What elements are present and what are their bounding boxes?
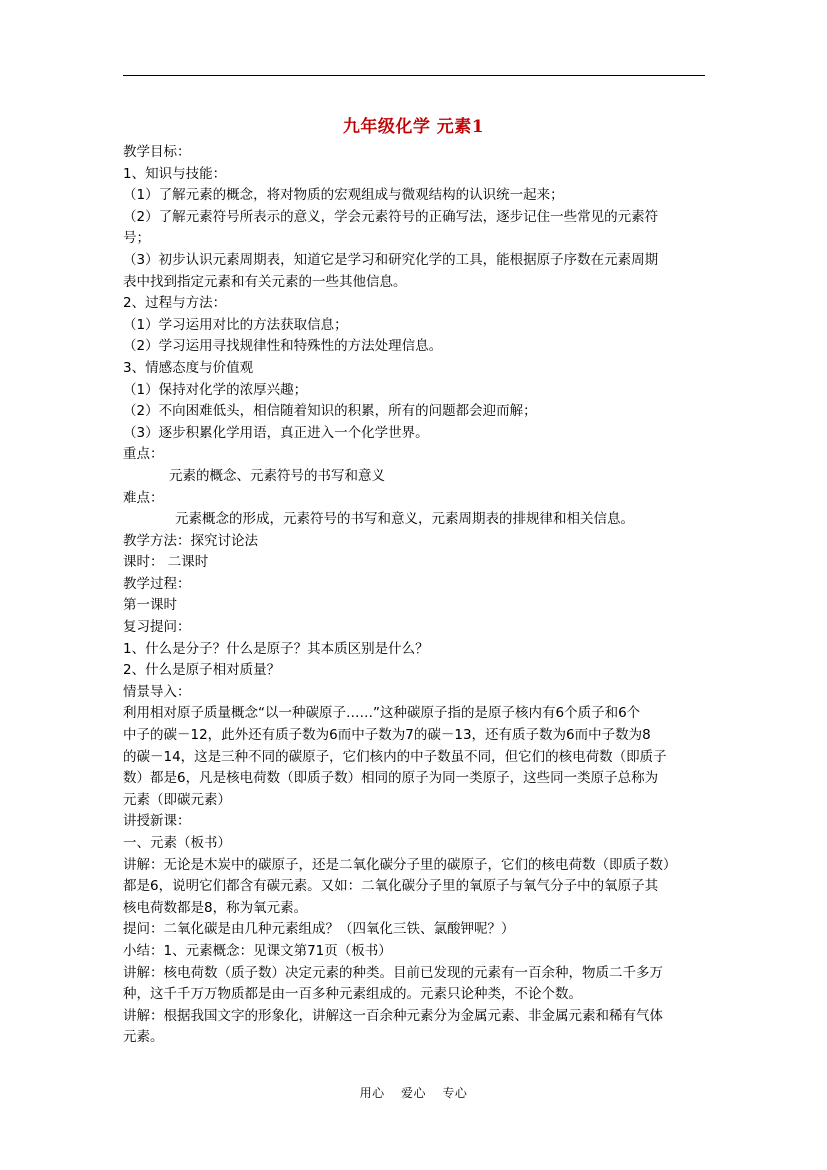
text-line: 表中找到指定元素和有关元素的一些其他信息。 xyxy=(123,273,407,290)
text-line: 2、过程与方法： xyxy=(123,295,227,312)
text-line: 小结：1、元素概念：见课文第71页（板书） xyxy=(123,942,392,959)
text-line: （2）不向困难低头，相信随着知识的积累，所有的问题都会迎而解； xyxy=(123,403,537,420)
text-line: 元素。 xyxy=(123,1029,164,1046)
footer-text: 专心 xyxy=(442,1086,468,1100)
text-line: （1）保持对化学的浓厚兴趣； xyxy=(123,381,308,398)
text-line: 课时： 二课时 xyxy=(123,554,209,571)
text-line: 讲解：无论是木炭中的碳原子，还是二氧化碳分子里的碳原子，它们的核电荷数（即质子数） xyxy=(123,856,677,873)
text-line: （1）了解元素的概念，将对物质的宏观组成与微观结构的认识统一起来； xyxy=(123,187,564,204)
text-line: 元素的概念、元素符号的书写和意义 xyxy=(169,467,385,484)
text-line: （3）逐步积累化学用语，真正进入一个化学世界。 xyxy=(123,424,429,441)
text-line: 号； xyxy=(123,230,150,247)
text-line: 难点： xyxy=(123,489,164,506)
text-line: 核电荷数都是8，称为氧元素。 xyxy=(123,899,308,916)
text-line: 提问：二氧化碳是由几种元素组成？（四氧化三铁、氯酸钾呢？） xyxy=(123,921,515,938)
text-line: （2）了解元素符号所表示的意义，学会元素符号的正确写法，逐步记住一些常见的元素符 xyxy=(123,208,659,225)
text-line: 元素（即碳元素） xyxy=(123,791,231,808)
text-line: 情景导入： xyxy=(123,683,191,700)
text-line: 数）都是6，凡是核电荷数（即质子数）相同的原子为同一类原子，这些同一类原子总称为 xyxy=(123,770,659,787)
body-text xyxy=(123,142,713,1049)
page-title: 九年级化学 元素1 xyxy=(342,117,485,137)
text-line: （1）学习运用对比的方法获取信息； xyxy=(123,316,348,333)
page-footer xyxy=(0,1084,827,1101)
text-line: 教学过程： xyxy=(123,575,191,592)
text-line: 讲解：根据我国文字的形象化，讲解这一百余种元素分为金属元素、非金属元素和稀有气体 xyxy=(123,1007,663,1024)
text-line: 第一课时 xyxy=(123,597,177,614)
footer-text: 爱心 xyxy=(400,1086,426,1100)
text-line: 教学目标： xyxy=(123,144,191,160)
text-line: 3、情感态度与价值观 xyxy=(123,359,254,376)
text-line: 重点： xyxy=(123,446,164,463)
text-line: （2）学习运用寻找规律性和特殊性的方法处理信息。 xyxy=(123,338,443,355)
text-line: 1、什么是分子？什么是原子？其本质区别是什么？ xyxy=(123,640,429,657)
text-line: 教学方法：探究讨论法 xyxy=(123,532,258,549)
footer-text: 用心 xyxy=(359,1086,385,1100)
text-line: 2、什么是原子相对质量？ xyxy=(123,662,281,679)
text-line: 的碳－14，这是三种不同的碳原子，它们核内的中子数虽不同，但它们的核电荷数（即质子 xyxy=(123,748,667,765)
text-line: （3）初步认识元素周期表，知道它是学习和研究化学的工具，能根据原子序数在元素周期 xyxy=(123,251,659,268)
text-line: 种，这千千万万物质都是由一百多种元素组成的。元素只论种类，不论个数。 xyxy=(123,986,582,1003)
text-line: 讲解：核电荷数（质子数）决定元素的种类。目前已发现的元素有一百余种，物质二千多万 xyxy=(123,964,663,981)
header-rule xyxy=(123,75,705,76)
text-line: 中子的碳－12，此外还有质子数为6而中子数为7的碳－13，还有质子数为6而中子数为8 xyxy=(123,727,651,744)
text-line: 元素概念的形成，元素符号的书写和意义，元素周期表的排规律和相关信息。 xyxy=(175,511,634,528)
text-line: 都是6，说明它们都含有碳元素。又如：二氧化碳分子里的氧原子与氧气分子中的氧原子其 xyxy=(123,878,659,895)
text-line: 利用相对原子质量概念“以一种碳原子……”这种碳原子指的是原子核内有6个质子和6个 xyxy=(123,705,641,722)
text-line: 一、元素（板书） xyxy=(123,835,231,851)
text-line: 讲授新课： xyxy=(123,813,191,830)
text-line: 复习提问： xyxy=(123,619,191,636)
text-line: 1、知识与技能： xyxy=(123,165,227,182)
